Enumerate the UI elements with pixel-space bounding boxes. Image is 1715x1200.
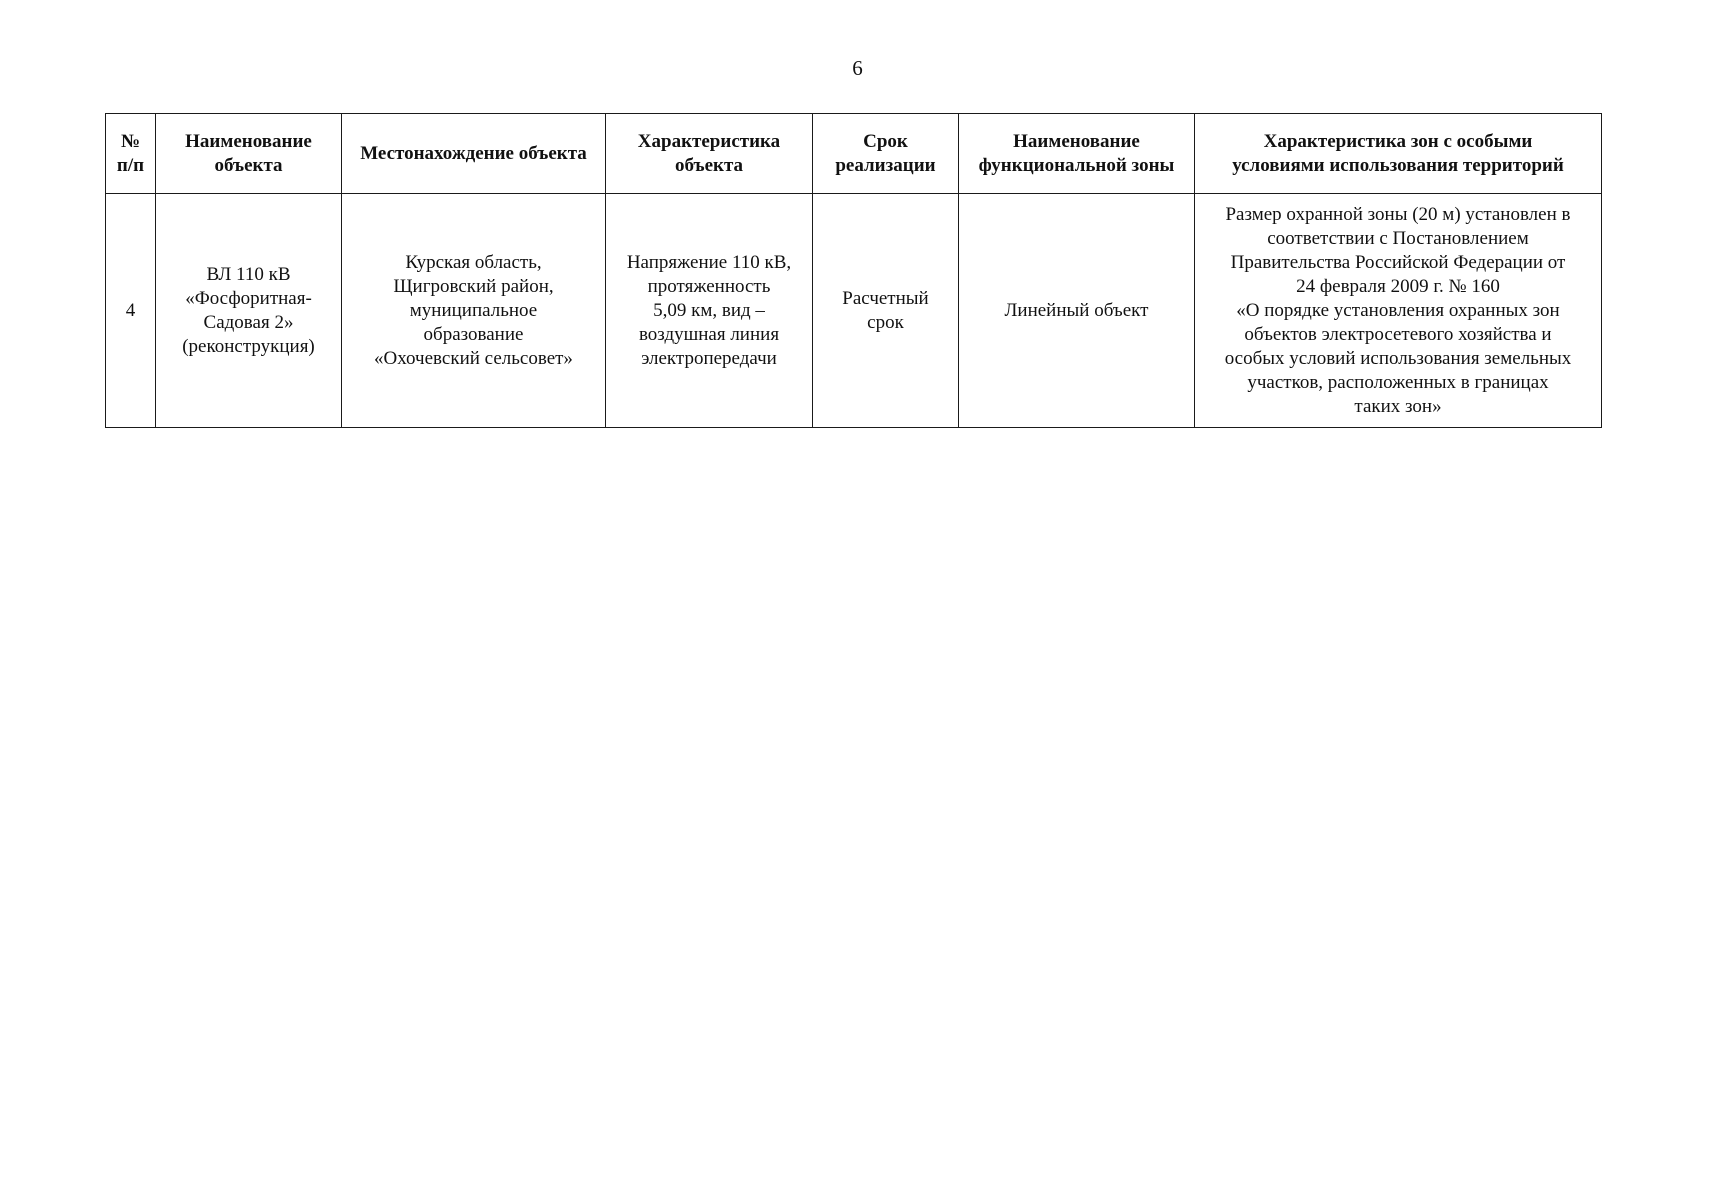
header-functional-zone: Наименование функциональной зоны <box>959 114 1195 194</box>
cell-object-location: Курская область, Щигровский район, муниципальное образование «Охочевский сельсовет» <box>342 194 606 428</box>
table-header-row <box>106 114 1602 194</box>
table-row <box>106 194 1602 428</box>
cell-object-name: ВЛ 110 кВ «Фосфоритная- Садовая 2» (реконструкция) <box>156 194 342 428</box>
cell-number: 4 <box>106 194 156 428</box>
cell-restricted-zones: Размер охранной зоны (20 м) установлен в соответствии с Постановлением Правительства Российской Федерации от 24 февраля 2009 г. № 160 «О порядке установления охранных зон объектов электросетевого хозяйства и особых условий использования земельных участков, расположенных в границах таких зон» <box>1195 194 1602 428</box>
objects-table <box>105 113 1602 428</box>
header-restricted-zones: Характеристика зон с особыми условиями использования территорий <box>1195 114 1602 194</box>
header-implementation-term: Срок реализации <box>813 114 959 194</box>
header-object-characteristic: Характеристика объекта <box>606 114 813 194</box>
page-number: 6 <box>852 56 863 80</box>
header-number: № п/п <box>106 114 156 194</box>
header-object-name: Наименование объекта <box>156 114 342 194</box>
cell-implementation-term: Расчетный срок <box>813 194 959 428</box>
header-object-location: Местонахождение объекта <box>342 114 606 194</box>
cell-object-characteristic: Напряжение 110 кВ, протяженность 5,09 км, вид – воздушная линия электропередачи <box>606 194 813 428</box>
cell-functional-zone: Линейный объект <box>959 194 1195 428</box>
